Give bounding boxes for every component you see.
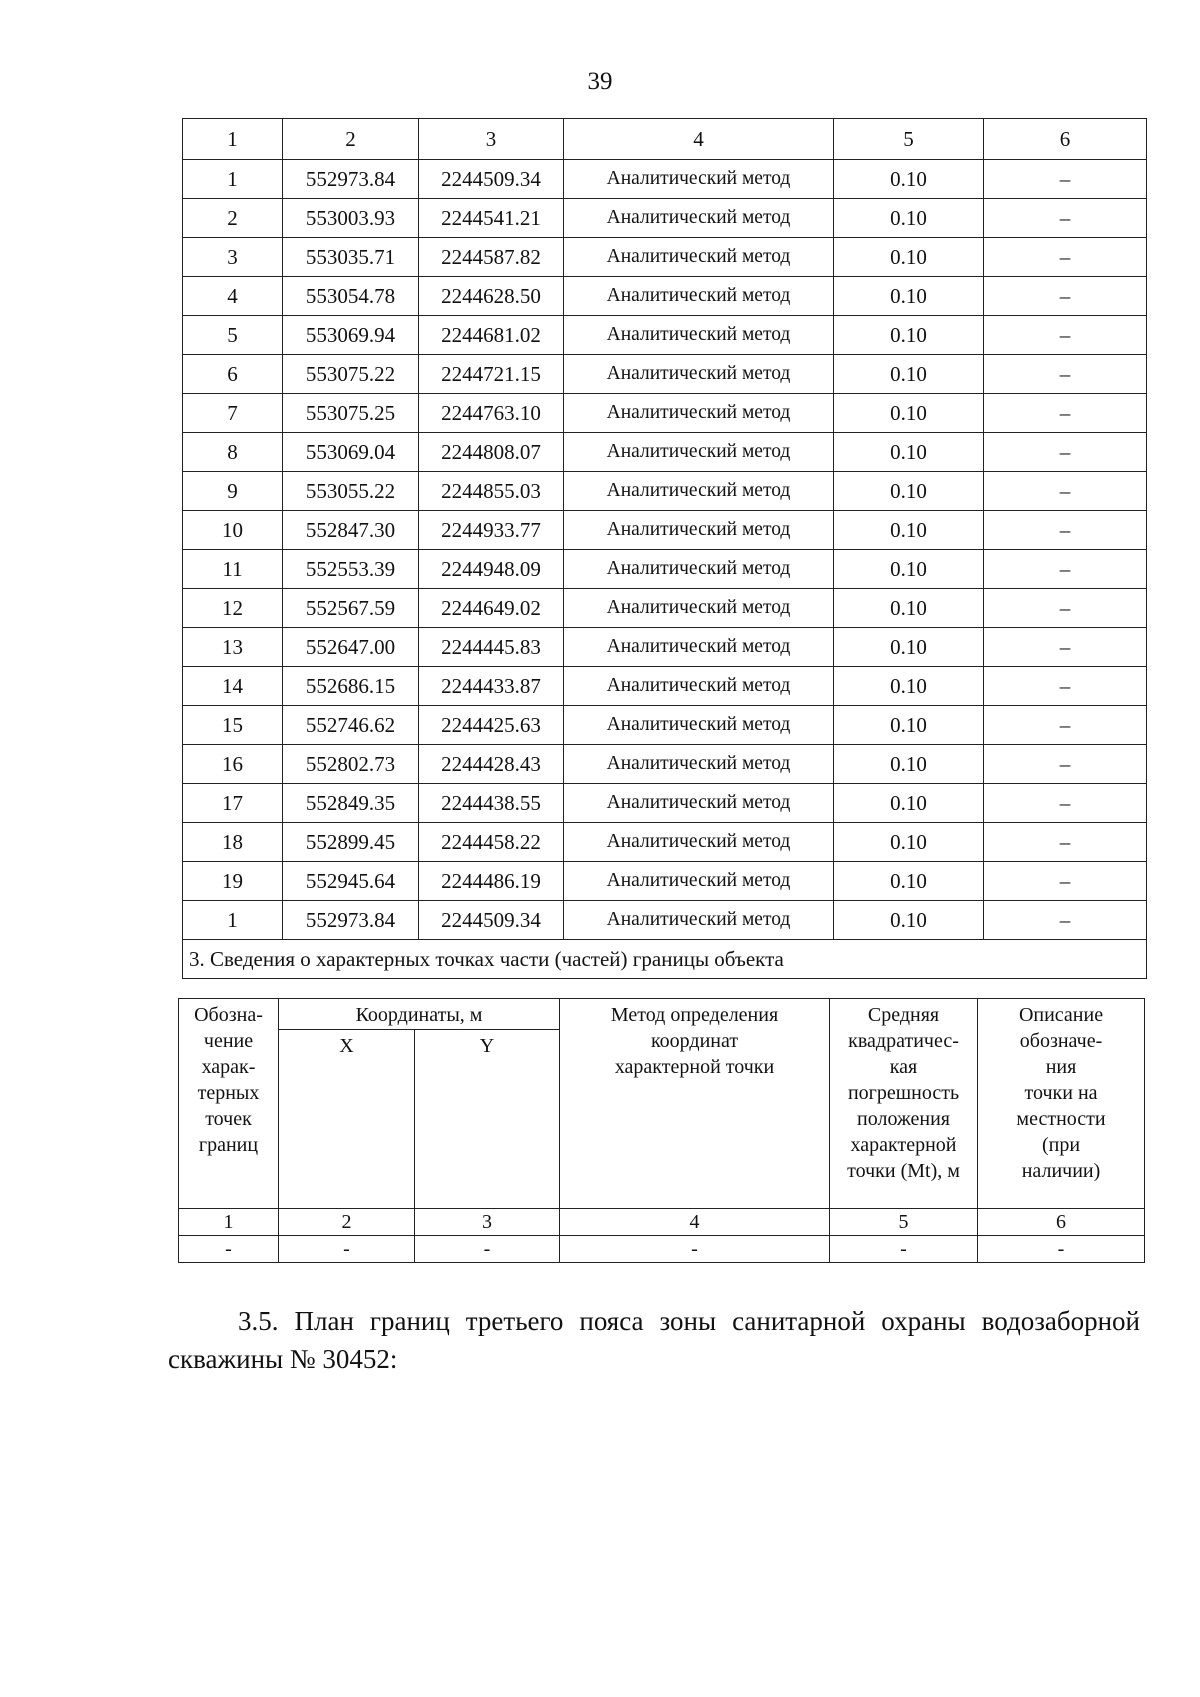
point-number-cell: 15: [183, 706, 283, 745]
y-coordinate-cell: 2244855.03: [419, 472, 564, 511]
mean-error-cell: 0.10: [834, 238, 984, 277]
boundary-points-table: [182, 118, 1147, 979]
description-cell: –: [984, 316, 1147, 355]
table-row: [183, 862, 1147, 901]
y-coordinate-cell: 2244509.34: [419, 901, 564, 940]
page-number: 39: [587, 68, 613, 95]
column-number-row: [179, 1209, 1145, 1236]
column-number-row: [183, 119, 1147, 160]
empty-cell: -: [279, 1236, 415, 1263]
column-number: 6: [978, 1209, 1145, 1236]
point-number-cell: 5: [183, 316, 283, 355]
empty-cell: -: [830, 1236, 978, 1263]
method-cell: Аналитический метод: [564, 394, 834, 433]
method-cell: Аналитический метод: [564, 238, 834, 277]
mean-error-cell: 0.10: [834, 901, 984, 940]
table-row: [183, 355, 1147, 394]
column-number: 4: [564, 119, 834, 160]
point-number-cell: 17: [183, 784, 283, 823]
mean-error-cell: 0.10: [834, 550, 984, 589]
table-row: [183, 160, 1147, 199]
table-row: [183, 901, 1147, 940]
mean-error-cell: 0.10: [834, 745, 984, 784]
method-cell: Аналитический метод: [564, 628, 834, 667]
empty-cell: -: [179, 1236, 279, 1263]
table-row: [183, 745, 1147, 784]
point-number-cell: 18: [183, 823, 283, 862]
point-number-cell: 1: [183, 901, 283, 940]
method-cell: Аналитический метод: [564, 862, 834, 901]
table-row: [183, 472, 1147, 511]
method-header: Метод определения координат характерной точки: [560, 999, 830, 1209]
table-row: [183, 238, 1147, 277]
column-number: 2: [283, 119, 419, 160]
part-boundary-points-table: [178, 998, 1145, 1263]
y-coordinate-cell: 2244681.02: [419, 316, 564, 355]
table-row: [183, 394, 1147, 433]
x-coordinate-cell: 553075.22: [283, 355, 419, 394]
mean-error-cell: 0.10: [834, 511, 984, 550]
x-coordinate-cell: 553055.22: [283, 472, 419, 511]
point-number-cell: 12: [183, 589, 283, 628]
method-cell: Аналитический метод: [564, 355, 834, 394]
x-coordinate-cell: 552847.30: [283, 511, 419, 550]
table-row: [183, 277, 1147, 316]
x-coordinate-cell: 552849.35: [283, 784, 419, 823]
description-header: Описание обозначе- ния точки на местности (при наличии): [978, 999, 1145, 1209]
y-coordinate-cell: 2244721.15: [419, 355, 564, 394]
mean-error-cell: 0.10: [834, 667, 984, 706]
method-cell: Аналитический метод: [564, 316, 834, 355]
column-number: 5: [830, 1209, 978, 1236]
x-coordinate-cell: 552973.84: [283, 901, 419, 940]
y-coordinate-cell: 2244509.34: [419, 160, 564, 199]
point-number-cell: 9: [183, 472, 283, 511]
x-coordinate-cell: 553035.71: [283, 238, 419, 277]
mt-header: Средняя квадратичес- кая погрешность положения характерной точки (Mt), м: [830, 999, 978, 1209]
x-coordinate-cell: 553069.04: [283, 433, 419, 472]
mean-error-cell: 0.10: [834, 784, 984, 823]
section-heading-line: 3.5. План границ третьего пояса зоны санитарной охраны водозаборной: [238, 1306, 1140, 1336]
point-number-cell: 16: [183, 745, 283, 784]
coordinates-header: Координаты, м: [279, 999, 560, 1030]
empty-cell: -: [978, 1236, 1145, 1263]
y-coordinate-cell: 2244587.82: [419, 238, 564, 277]
column-number: 6: [984, 119, 1147, 160]
table-row: [183, 199, 1147, 238]
table-row: [183, 316, 1147, 355]
description-cell: –: [984, 628, 1147, 667]
x-coordinate-cell: 552746.62: [283, 706, 419, 745]
point-number-cell: 2: [183, 199, 283, 238]
x-coordinate-cell: 552686.15: [283, 667, 419, 706]
description-cell: –: [984, 394, 1147, 433]
point-number-cell: 4: [183, 277, 283, 316]
description-cell: –: [984, 784, 1147, 823]
mean-error-cell: 0.10: [834, 433, 984, 472]
method-cell: Аналитический метод: [564, 823, 834, 862]
mean-error-cell: 0.10: [834, 472, 984, 511]
description-cell: –: [984, 550, 1147, 589]
empty-row: [179, 1236, 1145, 1263]
description-cell: –: [984, 355, 1147, 394]
column-number: 5: [834, 119, 984, 160]
x-coordinate-cell: 552945.64: [283, 862, 419, 901]
point-number-cell: 11: [183, 550, 283, 589]
description-cell: –: [984, 901, 1147, 940]
method-cell: Аналитический метод: [564, 433, 834, 472]
description-cell: –: [984, 589, 1147, 628]
method-cell: Аналитический метод: [564, 901, 834, 940]
mean-error-cell: 0.10: [834, 394, 984, 433]
empty-cell: -: [560, 1236, 830, 1263]
y-coordinate-cell: 2244763.10: [419, 394, 564, 433]
method-cell: Аналитический метод: [564, 706, 834, 745]
y-coordinate-cell: 2244808.07: [419, 433, 564, 472]
mean-error-cell: 0.10: [834, 199, 984, 238]
table-row: [183, 667, 1147, 706]
description-cell: –: [984, 277, 1147, 316]
method-cell: Аналитический метод: [564, 277, 834, 316]
section-row: [183, 940, 1147, 979]
y-coordinate-cell: 2244933.77: [419, 511, 564, 550]
description-cell: –: [984, 745, 1147, 784]
x-header: X: [279, 1030, 415, 1209]
table-row: [183, 550, 1147, 589]
x-coordinate-cell: 552567.59: [283, 589, 419, 628]
point-number-cell: 1: [183, 160, 283, 199]
method-cell: Аналитический метод: [564, 160, 834, 199]
x-coordinate-cell: 552973.84: [283, 160, 419, 199]
table-row: [183, 433, 1147, 472]
x-coordinate-cell: 553003.93: [283, 199, 419, 238]
method-cell: Аналитический метод: [564, 472, 834, 511]
point-number-cell: 3: [183, 238, 283, 277]
y-header: Y: [415, 1030, 560, 1209]
x-coordinate-cell: 552899.45: [283, 823, 419, 862]
description-cell: –: [984, 238, 1147, 277]
x-coordinate-cell: 553054.78: [283, 277, 419, 316]
empty-cell: -: [415, 1236, 560, 1263]
description-cell: –: [984, 433, 1147, 472]
y-coordinate-cell: 2244425.63: [419, 706, 564, 745]
description-cell: –: [984, 199, 1147, 238]
table-row: [183, 589, 1147, 628]
point-number-cell: 10: [183, 511, 283, 550]
mean-error-cell: 0.10: [834, 316, 984, 355]
column-number: 2: [279, 1209, 415, 1236]
x-coordinate-cell: 552553.39: [283, 550, 419, 589]
method-cell: Аналитический метод: [564, 745, 834, 784]
mean-error-cell: 0.10: [834, 706, 984, 745]
column-number: 3: [419, 119, 564, 160]
section-title: 3. Сведения о характерных точках части (частей) границы объекта: [183, 940, 1147, 979]
method-cell: Аналитический метод: [564, 667, 834, 706]
mean-error-cell: 0.10: [834, 823, 984, 862]
column-number: 1: [179, 1209, 279, 1236]
description-cell: –: [984, 472, 1147, 511]
y-coordinate-cell: 2244486.19: [419, 862, 564, 901]
column-number: 4: [560, 1209, 830, 1236]
description-cell: –: [984, 667, 1147, 706]
point-number-cell: 8: [183, 433, 283, 472]
y-coordinate-cell: 2244458.22: [419, 823, 564, 862]
y-coordinate-cell: 2244948.09: [419, 550, 564, 589]
x-coordinate-cell: 553069.94: [283, 316, 419, 355]
x-coordinate-cell: 552802.73: [283, 745, 419, 784]
point-number-cell: 13: [183, 628, 283, 667]
y-coordinate-cell: 2244445.83: [419, 628, 564, 667]
description-cell: –: [984, 823, 1147, 862]
method-cell: Аналитический метод: [564, 589, 834, 628]
method-cell: Аналитический метод: [564, 199, 834, 238]
description-cell: –: [984, 706, 1147, 745]
point-number-cell: 19: [183, 862, 283, 901]
point-number-cell: 7: [183, 394, 283, 433]
y-coordinate-cell: 2244428.43: [419, 745, 564, 784]
point-number-cell: 6: [183, 355, 283, 394]
column-number: 1: [183, 119, 283, 160]
table-row: [183, 823, 1147, 862]
mean-error-cell: 0.10: [834, 277, 984, 316]
y-coordinate-cell: 2244438.55: [419, 784, 564, 823]
mean-error-cell: 0.10: [834, 628, 984, 667]
method-cell: Аналитический метод: [564, 550, 834, 589]
designation-header: Обозна- чение харак- терных точек границ: [179, 999, 279, 1209]
column-number: 3: [415, 1209, 560, 1236]
table-row: [183, 628, 1147, 667]
section-heading-line: скважины № 30452:: [168, 1344, 398, 1374]
mean-error-cell: 0.10: [834, 160, 984, 199]
point-number-cell: 14: [183, 667, 283, 706]
description-cell: –: [984, 160, 1147, 199]
table-row: [183, 706, 1147, 745]
y-coordinate-cell: 2244541.21: [419, 199, 564, 238]
table-row: [183, 511, 1147, 550]
x-coordinate-cell: 553075.25: [283, 394, 419, 433]
table-row: [183, 784, 1147, 823]
mean-error-cell: 0.10: [834, 589, 984, 628]
description-cell: –: [984, 862, 1147, 901]
method-cell: Аналитический метод: [564, 784, 834, 823]
mean-error-cell: 0.10: [834, 862, 984, 901]
method-cell: Аналитический метод: [564, 511, 834, 550]
mean-error-cell: 0.10: [834, 355, 984, 394]
section-heading: [168, 1302, 1140, 1378]
y-coordinate-cell: 2244433.87: [419, 667, 564, 706]
x-coordinate-cell: 552647.00: [283, 628, 419, 667]
y-coordinate-cell: 2244628.50: [419, 277, 564, 316]
y-coordinate-cell: 2244649.02: [419, 589, 564, 628]
description-cell: –: [984, 511, 1147, 550]
